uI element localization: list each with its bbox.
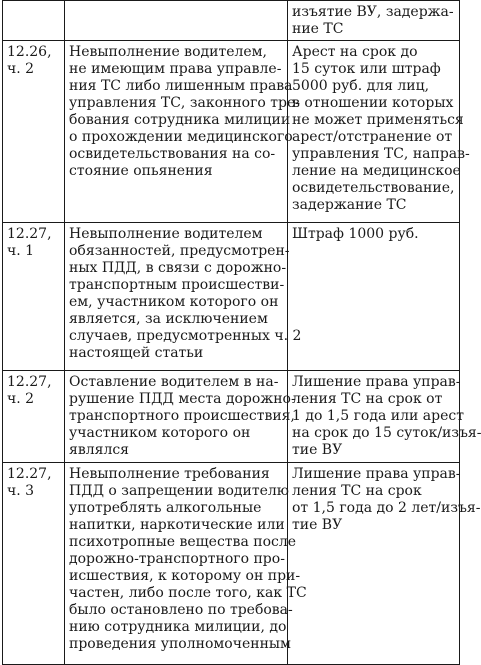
table-row <box>3 41 460 223</box>
offense-text-line: управления ТС, законного тре- <box>69 95 301 111</box>
offense-text-line: настоящей статьи <box>69 345 204 361</box>
penalty-cell <box>288 463 481 665</box>
offense-text-line: участником которого он <box>69 425 251 441</box>
offense-text-line: ПДД о запрещении водителю <box>69 483 289 499</box>
penalty-text-line: управления ТС, направ- <box>292 146 470 162</box>
table-row <box>3 223 460 371</box>
offense-text-line: транспортного происшествия, <box>69 408 295 424</box>
penalty-text-line: ние ТС <box>292 21 344 37</box>
penalty-text-line: Штраф 1000 руб. <box>292 226 419 242</box>
offense-text-line: напитки, наркотические или <box>69 517 285 533</box>
offense-cell <box>65 1 288 41</box>
penalty-text-line: 5000 руб. для лиц, <box>292 78 430 94</box>
offense-text-line: употреблять алкогольные <box>69 500 262 516</box>
penalty-cell <box>288 223 460 371</box>
penalties-table <box>2 0 481 665</box>
table-body <box>3 1 481 665</box>
article-text-line: ч. 2 <box>7 391 35 407</box>
article-cell <box>3 1 65 41</box>
penalty-text-line: ления ТС на срок <box>292 483 422 499</box>
offense-text-line: дорожно-транспортного про- <box>69 551 285 567</box>
offense-text-line: являлся <box>69 442 130 458</box>
article-text-line: 12.27, <box>7 374 52 390</box>
offense-text-line: проведения уполномоченным <box>69 636 291 652</box>
offense-text-line: ния ТС либо лишенным права <box>69 78 293 94</box>
table-row <box>3 1 460 41</box>
article-text-line: 12.26, <box>7 44 52 60</box>
offense-text-line: обязанностей, предусмотрен- <box>69 243 290 259</box>
offense-text-line: транспортным происшестви- <box>69 277 285 293</box>
offense-cell <box>65 223 302 371</box>
offense-text-line: ных ПДД, в связи с дорожно- <box>69 260 287 276</box>
offense-text-line: не имеющим права управле- <box>69 61 282 77</box>
penalty-text-line: 1 до 1,5 года или арест <box>292 408 464 424</box>
penalty-text-line: изъятие ВУ, задержа- <box>292 4 454 20</box>
offense-text-line: о прохождении медицинского <box>69 129 293 145</box>
penalty-text-line: от 1,5 года до 2 лет/изъя- <box>292 500 481 516</box>
penalty-text-line: на срок до 15 суток/изъя- <box>292 425 481 441</box>
offense-text-line: нию сотрудника милиции, до <box>69 619 287 635</box>
article-cell <box>3 223 65 371</box>
offense-text-line: Оставление водителем в на- <box>69 374 279 390</box>
offense-text-line: психотропные вещества после <box>69 534 297 550</box>
offense-text-line: было остановлено по требова- <box>69 602 293 618</box>
penalty-text-line: освидетельствование, <box>292 180 455 196</box>
offense-cell <box>65 371 296 463</box>
article-text-line: ч. 3 <box>7 483 35 499</box>
penalty-text-line: не может применяться <box>292 112 464 128</box>
offense-text-line: Невыполнение водителем <box>69 226 263 242</box>
article-text-line: 12.27, <box>7 226 52 242</box>
offense-text-line: бования сотрудника милиции <box>69 112 291 128</box>
penalty-text-line: арест/отстранение от <box>292 129 453 145</box>
penalty-text-line: в отношении которых <box>292 95 454 111</box>
offense-text-line: стояние опьянения <box>69 163 213 179</box>
article-cell <box>3 41 65 223</box>
penalty-text-line: Лишение права управ- <box>292 466 461 482</box>
offense-text-line: случаев, предусмотренных ч. 2 <box>69 328 302 344</box>
offense-text-line: частен, либо после того, как ТС <box>69 585 307 601</box>
penalty-cell <box>288 41 470 223</box>
article-cell <box>3 371 65 463</box>
penalty-cell <box>288 1 460 41</box>
penalty-text-line: тие ВУ <box>292 517 343 533</box>
offense-text-line: исшествия, к которому он при- <box>69 568 301 584</box>
offense-text-line: является, за исключением <box>69 311 268 327</box>
penalty-text-line: задержание ТС <box>292 197 407 213</box>
penalty-text-line: ления ТС на срок от <box>292 391 443 407</box>
article-text-line: ч. 2 <box>7 61 35 77</box>
table-row <box>3 371 460 463</box>
penalty-text-line: 15 суток или штраф <box>292 61 441 77</box>
penalty-text-line: Лишение права управ- <box>292 374 461 390</box>
offense-text-line: Невыполнение водителем, <box>69 44 267 60</box>
penalty-cell <box>288 371 481 463</box>
offense-text-line: ем, участником которого он <box>69 294 279 310</box>
penalty-text-line: тие ВУ <box>292 442 343 458</box>
offense-text-line: Невыполнение требования <box>69 466 270 482</box>
penalty-text-line: Арест на срок до <box>292 44 418 60</box>
offense-text-line: освидетельствования на со- <box>69 146 276 162</box>
article-text-line: ч. 1 <box>7 243 35 259</box>
table-row <box>3 463 460 665</box>
article-text-line: 12.27, <box>7 466 52 482</box>
offense-cell <box>65 463 307 665</box>
article-cell <box>3 463 65 665</box>
offense-text-line: рушение ПДД места дорожно- <box>69 391 296 407</box>
penalty-text-line: ление на медицинское <box>292 163 461 179</box>
offense-cell <box>65 41 301 223</box>
